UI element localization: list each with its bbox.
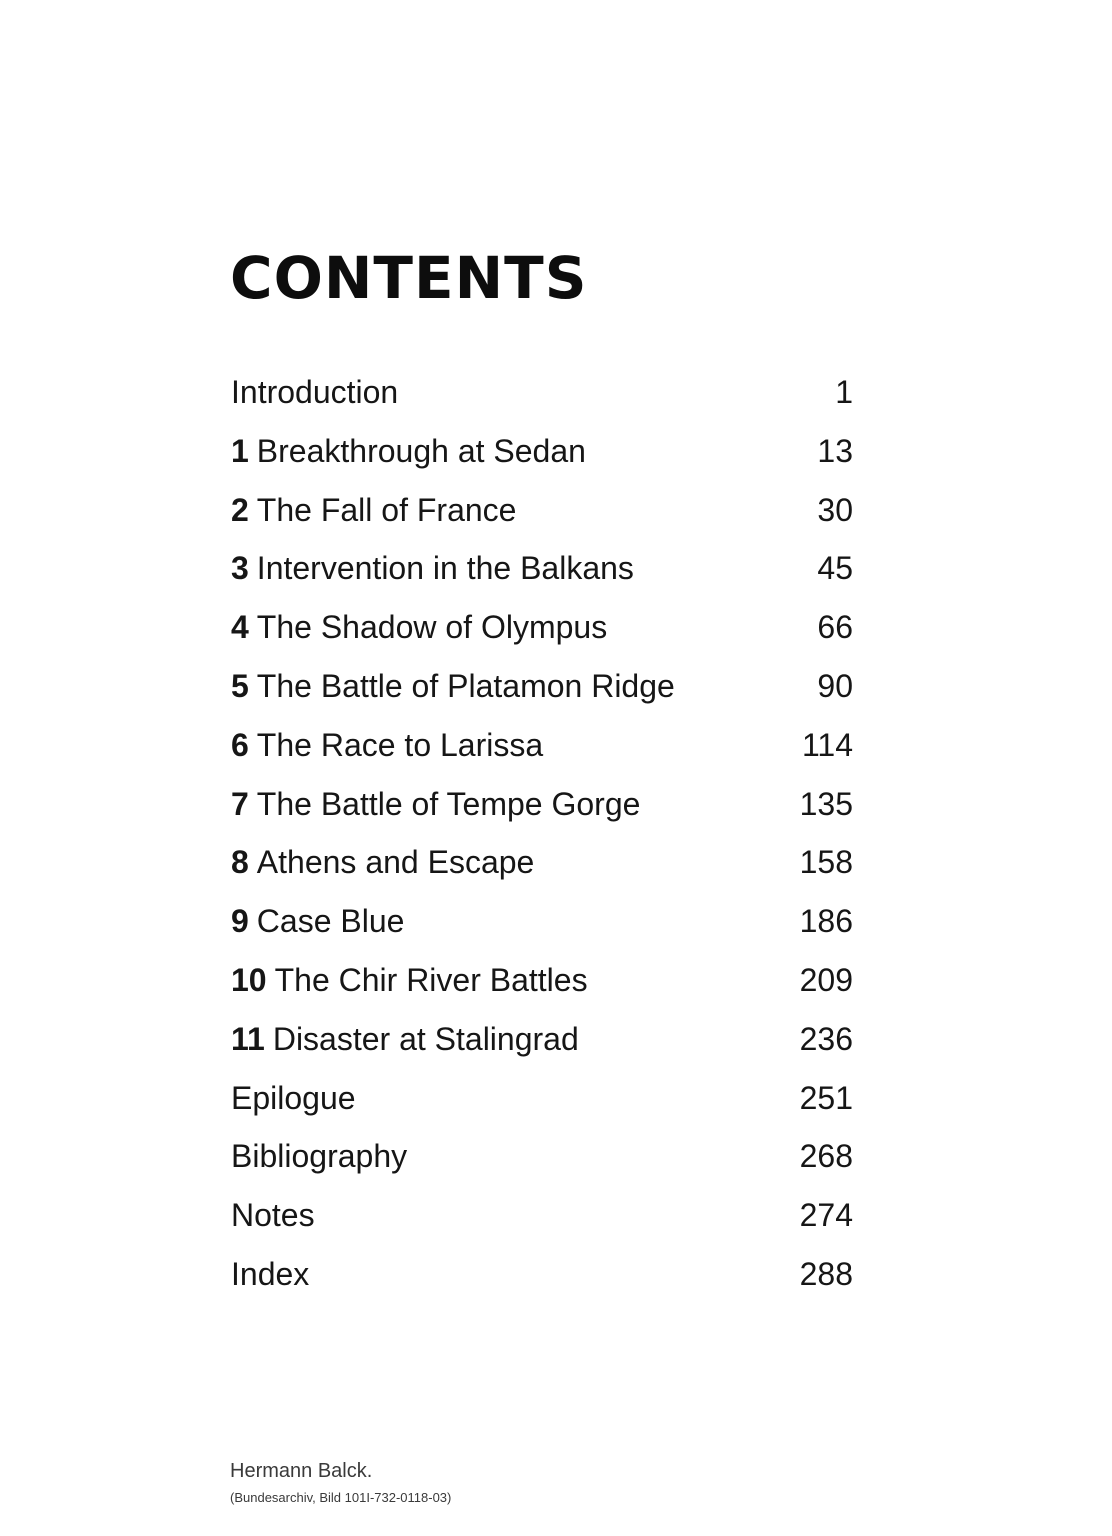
chapter-title: The Shadow of Olympus	[256, 609, 608, 646]
page-title: CONTENTS	[230, 244, 588, 312]
chapter-number: 4	[231, 609, 249, 646]
chapter-title: The Battle of Tempe Gorge	[256, 785, 641, 822]
toc-entry-bibliography[interactable]	[231, 1127, 853, 1186]
page-number: 288	[799, 1255, 853, 1292]
page-number: 30	[817, 491, 853, 528]
chapter-title: Breakthrough at Sedan	[256, 432, 586, 469]
page-number: 90	[817, 667, 853, 704]
chapter-title: Case Blue	[256, 903, 405, 940]
toc-entry-chapter-3[interactable]	[231, 539, 853, 598]
chapter-title: Bibliography	[231, 1138, 408, 1175]
page-number: 236	[799, 1020, 853, 1057]
toc-entry-chapter-1[interactable]	[231, 422, 853, 481]
chapter-number: 6	[231, 726, 249, 763]
chapter-number: 2	[231, 491, 249, 528]
toc-entry-chapter-10[interactable]	[231, 951, 853, 1010]
page-number: 274	[799, 1197, 853, 1234]
page-number: 66	[817, 609, 853, 646]
chapter-title: Disaster at Stalingrad	[272, 1020, 579, 1057]
chapter-title: Index	[231, 1255, 310, 1292]
photo-caption	[230, 1458, 451, 1508]
toc-entry-chapter-4[interactable]	[231, 598, 853, 657]
chapter-number: 7	[231, 785, 249, 822]
page-number: 114	[801, 726, 853, 763]
toc-entry-introduction[interactable]	[231, 363, 853, 422]
toc-entry-chapter-9[interactable]	[231, 892, 853, 951]
toc-entry-chapter-6[interactable]	[231, 716, 853, 775]
page-number: 158	[799, 844, 853, 881]
toc-entry-chapter-8[interactable]	[231, 833, 853, 892]
toc-entry-index[interactable]	[231, 1245, 853, 1304]
page-number: 268	[799, 1138, 853, 1175]
caption-source: (Bundesarchiv, Bild 101I-732-0118-03)	[230, 1490, 452, 1505]
toc-entry-chapter-7[interactable]	[231, 775, 853, 834]
page-number: 45	[817, 550, 853, 587]
chapter-number: 11	[231, 1020, 265, 1057]
page-number: 1	[835, 374, 853, 410]
page-number: 209	[799, 961, 853, 998]
page-number: 186	[799, 903, 853, 940]
chapter-title: The Race to Larissa	[256, 726, 544, 763]
chapter-title: Intervention in the Balkans	[256, 550, 634, 587]
table-of-contents	[231, 363, 853, 1304]
chapter-number: 1	[231, 432, 249, 469]
chapter-number: 8	[231, 844, 249, 881]
toc-entry-chapter-5[interactable]	[231, 657, 853, 716]
chapter-number: 10	[231, 961, 267, 998]
toc-entry-chapter-2[interactable]	[231, 481, 853, 540]
chapter-number: 3	[231, 550, 249, 587]
chapter-title: Notes	[231, 1197, 315, 1234]
chapter-number: 5	[231, 667, 249, 704]
chapter-title: Epilogue	[231, 1079, 356, 1116]
chapter-title: The Battle of Platamon Ridge	[256, 667, 675, 704]
chapter-title: Introduction	[231, 374, 399, 410]
chapter-title: Athens and Escape	[256, 844, 535, 881]
page-number: 135	[799, 785, 853, 822]
chapter-title: The Chir River Battles	[274, 961, 588, 998]
page-number: 251	[799, 1079, 853, 1116]
page-number: 13	[817, 432, 853, 469]
chapter-title: The Fall of France	[256, 491, 517, 528]
chapter-number: 9	[231, 903, 249, 940]
toc-entry-notes[interactable]	[231, 1186, 853, 1245]
toc-entry-epilogue[interactable]	[231, 1069, 853, 1128]
toc-entry-chapter-11[interactable]	[231, 1010, 853, 1069]
caption-name: Hermann Balck.	[230, 1460, 373, 1482]
